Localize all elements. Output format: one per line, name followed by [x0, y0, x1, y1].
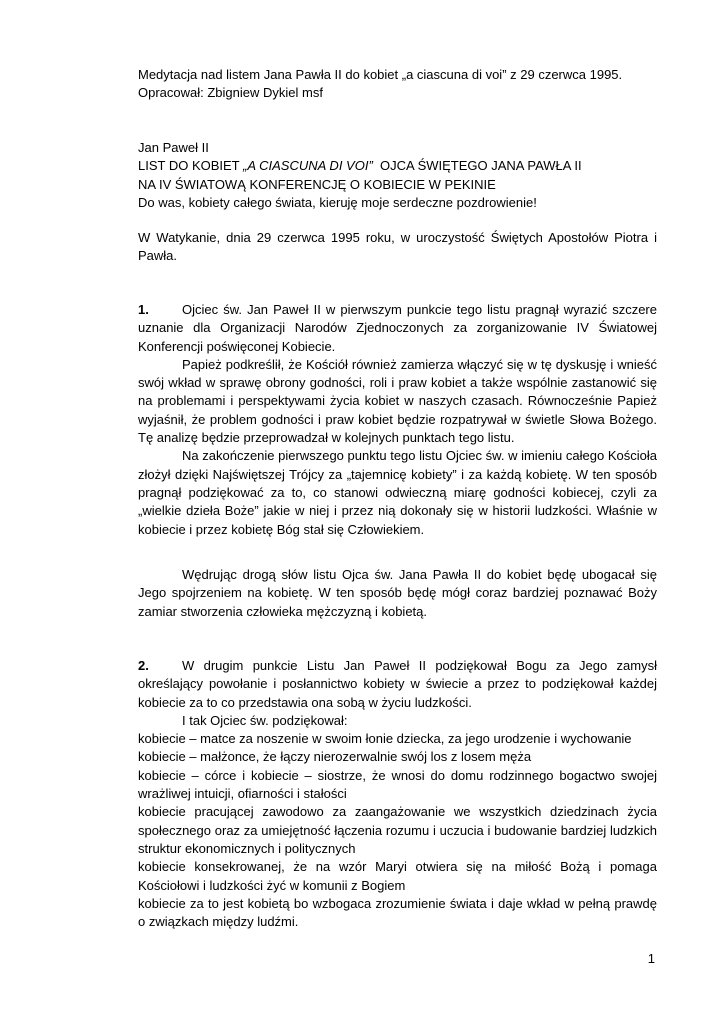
thanks-item-woman: kobiecie za to jest kobietą bo wzbogaca zrozumienie świata i daje wkład w pełną prawdę o związkach między ludźmi. — [138, 895, 657, 930]
header-author: Opracował: Zbigniew Dykiel msf — [138, 85, 323, 101]
place-date-block — [138, 229, 657, 266]
thanks-list — [138, 730, 657, 931]
section-1 — [138, 301, 657, 539]
section-1-paragraph-3: Na zakończenie pierwszego punktu tego listu Ojciec św. w imieniu całego Kościoła złożył dzięki Najświętszej Trójcy za „tajemnicę kobiety” i za każdą kobietę. W ten sposób pragnął podziękować za to, co stanowi odwieczną miarę godności kobiecej, czyli za „wielkie dzieła Boże” jakie w niej i przez nią dokonały się w historii ludzkości. Właśnie w kobiecie i przez kobietę Bóg stał się Człowiekiem. — [138, 448, 657, 537]
thanks-item-daughter-sister: kobiecie – córce i kobiecie – siostrze, że wnosi do domu rodzinnego bogactwo swojej wrażliwej intuicji, ofiarności i stałości — [138, 767, 657, 802]
journey-paragraph: Wędrując drogą słów listu Ojca św. Jana Pawła II do kobiet będę ubogacał się Jego spojrzeniem na kobietę. W ten sposób będę mógł coraz bardziej poznawać Boży zamiar stworzenia człowieka mężczyzną i kobietą. — [138, 567, 657, 619]
section-2-paragraph-1 — [138, 657, 657, 712]
section-1-paragraph-1 — [138, 301, 657, 356]
thanks-item-working-woman: kobiecie pracującej zawodowo za zaangażowanie we wszystkich dziedzinach życia społecznego oraz za umiejętność łączenia rozumu i uczucia i budowanie bardziej ludzkich struktur ekonomicznych i politycznych — [138, 804, 657, 856]
page-number: 1 — [647, 951, 655, 966]
thanks-item-consecrated: kobiecie konsekrowanej, że na wzór Maryi otwiera się na miłość Bożą i pomaga Kościołowi i ludzkości żyć w komunii z Bogiem — [138, 859, 657, 893]
journey-block — [138, 566, 657, 621]
section-1-number: 1. — [138, 302, 149, 317]
section-1-p1-text: Ojciec św. Jan Paweł II w pierwszym punkcie tego listu pragnął wyrazić szczere uznanie dla Organizacji Narodów Zjednoczonych za zorganizowanie IV Światowej Konferencji poświęconej Kobiecie. — [138, 302, 657, 354]
letter-subtitle: NA IV ŚWIATOWĄ KONFERENCJĘ O KOBIECIE W PEKINIE — [138, 176, 496, 192]
section-2-intro: I tak Ojciec św. podziękował: — [182, 712, 348, 728]
section-2-p1-text: W drugim punkcie Listu Jan Paweł II podziękował Bogu za Jego zamysł określający powołanie i posłannictwo kobiety w świecie a przez to podziękował każdej kobiecie za to co przedstawia ona sobą w życiu ludzkości. — [138, 658, 657, 710]
thanks-item-wife: kobiecie – małżonce, że łączy nierozerwalnie swój los z losem męża — [138, 749, 532, 765]
letter-author: Jan Paweł II — [138, 140, 209, 155]
section-2 — [138, 657, 657, 931]
letter-title-block — [138, 139, 657, 212]
thanks-item-mother: kobiecie – matce za noszenie w swoim łonie dziecka, za jego urodzenie i wychowanie — [138, 731, 632, 747]
section-1-paragraph-2: Papież podkreślił, że Kościół również zamierza włączyć się w tę dyskusję i wnieść swój wkład w sprawę obrony godności, roli i praw kobiet a także wspólnie zastanowić się na problemami i perspektywami życia kobiet w naszych czasach. Równocześnie Papież wyjaśnił, że problem godności i praw kobiet będzie rozpatrywał w świetle Słowa Bożego. Tę analizę będzie przeprowadzał w kolejnych punktach tego listu. — [138, 356, 657, 446]
letter-greeting: Do was, kobiety całego świata, kieruję moje serdeczne pozdrowienie! — [138, 194, 537, 210]
letter-title-italic: „A CIASCUNA DI VOI” — [243, 158, 373, 174]
section-2-number: 2. — [138, 658, 149, 673]
document-header — [138, 66, 657, 103]
place-date: W Watykanie, dnia 29 czerwca 1995 roku, w uroczystość Świętych Apostołów Piotra i Pawła. — [138, 230, 657, 264]
header-title: Medytacja nad listem Jana Pawła II do kobiet „a ciascuna di voi” z 29 czerwca 1995. — [138, 67, 623, 82]
letter-title — [138, 157, 657, 175]
letter-title-prefix: LIST DO KOBIET — [138, 158, 243, 174]
letter-title-suffix: OJCA ŚWIĘTEGO JANA PAWŁA II — [372, 158, 582, 174]
